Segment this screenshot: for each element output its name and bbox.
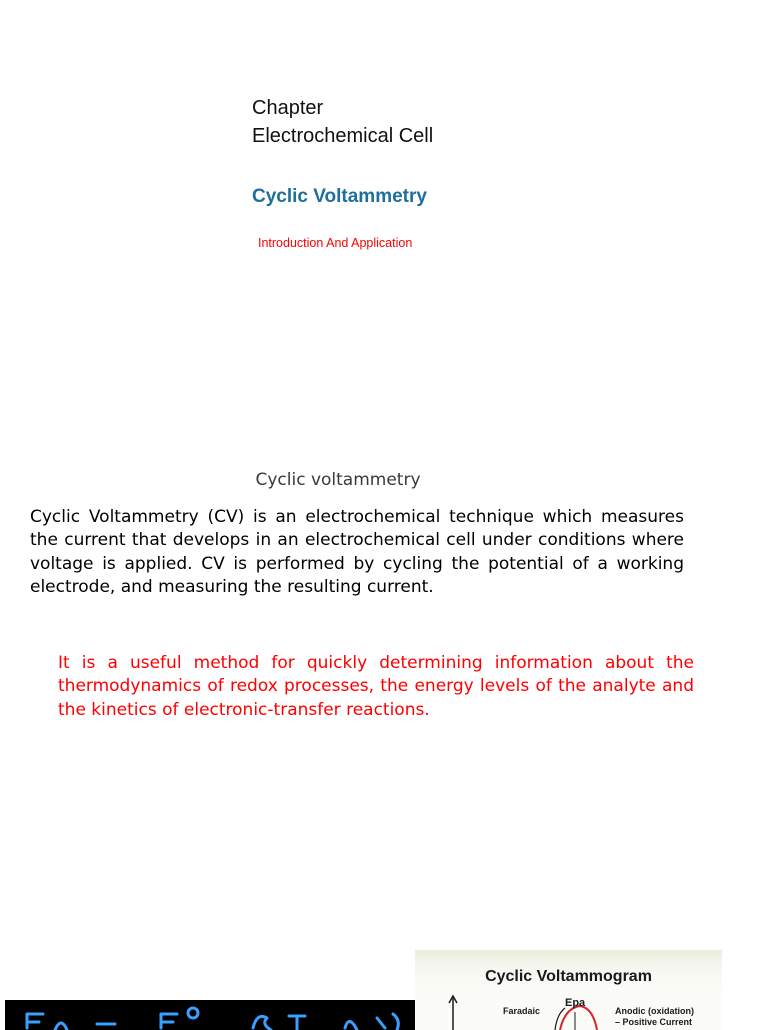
presentation-subtitle: Introduction And Application: [258, 236, 413, 250]
presentation-title: Cyclic Voltammetry: [252, 186, 427, 207]
usefulness-note: It is a useful method for quickly determining information about the thermodynamics of redox processes, the energy levels of the analyte and the kinetics of electronic-transfer reactions.: [58, 653, 694, 720]
definition-paragraph: Cyclic Voltammetry (CV) is an electrochemical technique which measures the current that develops in an electrochemical cell under conditions where voltage is applied. CV is performed by cycling the potential of a working electrode, and measuring the resulting current.: [30, 507, 684, 597]
handwriting-strokes: [5, 1000, 417, 1030]
voltammogram-title: Cyclic Voltammogram: [485, 968, 652, 985]
chapter-label: Chapter: [252, 97, 324, 119]
faradaic-label: Faradaic: [503, 1006, 541, 1016]
chapter-heading: [252, 94, 433, 150]
epa-label: Epa: [565, 997, 586, 1009]
handwritten-equation-image: [5, 1000, 417, 1030]
voltammogram-thumbnail: [415, 950, 722, 1030]
positive-current-label: – Positive Current: [615, 1017, 693, 1027]
anodic-label: Anodic (oxidation): [615, 1006, 694, 1016]
section-heading: Cyclic voltammetry: [255, 470, 421, 490]
chapter-name: Electrochemical Cell: [252, 125, 434, 147]
